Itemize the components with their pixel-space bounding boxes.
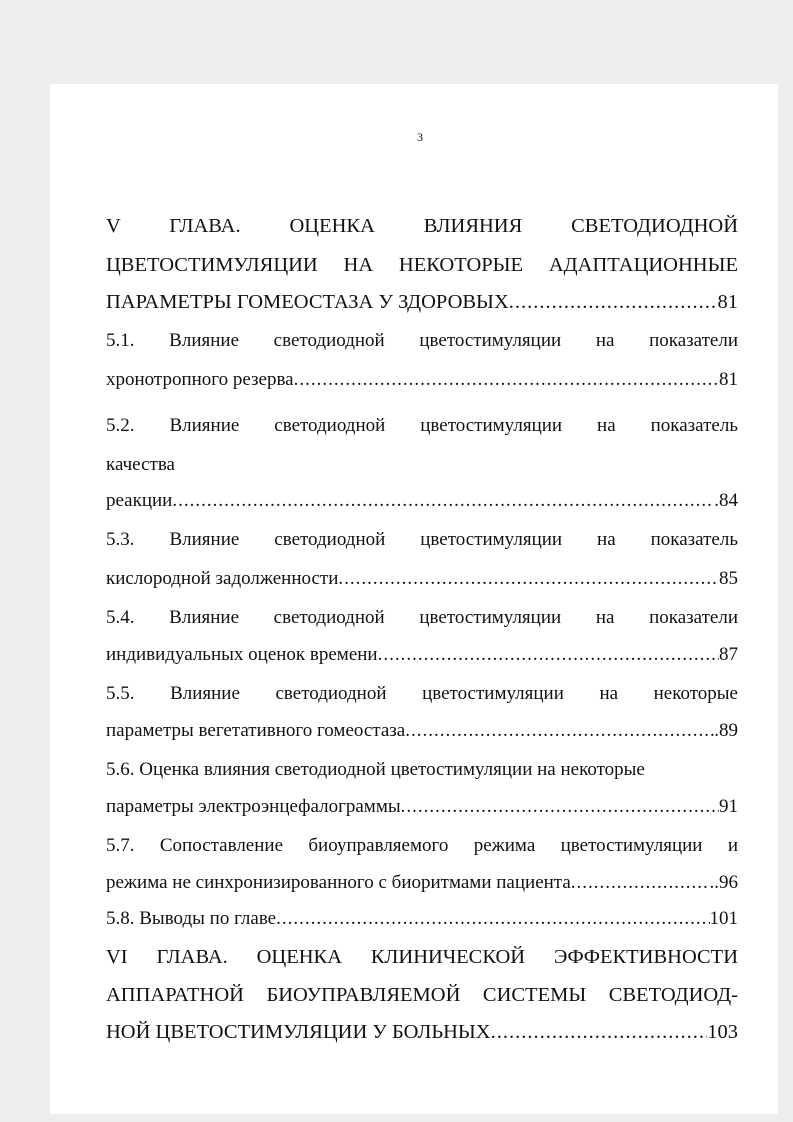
toc-entry-5-1-line-1: 5.1. Влияние светодиодной цветостимуляции на показатели <box>106 330 738 351</box>
toc-entry-title: хронотропного резерва <box>106 369 294 390</box>
toc-entry-5-5-line-1: 5.5. Влияние светодиодной цветостимуляции на некоторые <box>106 683 738 704</box>
toc-heading-chapter-6-line-2: АППАРАТНОЙ БИОУПРАВЛЯЕМОЙ СИСТЕМЫ СВЕТОДИОД- <box>106 984 738 1006</box>
toc-entry-title: индивидуальных оценок времени <box>106 644 378 665</box>
toc-page-ref: 91 <box>719 796 738 817</box>
toc-page-ref: 87 <box>719 644 738 665</box>
toc-entry-5-7[interactable] <box>106 871 738 895</box>
toc-entry-5-6-line-1: 5.6. Оценка влияния светодиодной цветостимуляции на некоторые <box>106 759 645 780</box>
toc-entry-title: реакции <box>106 490 173 511</box>
leader-dots <box>276 907 709 931</box>
leader-dots <box>172 489 714 513</box>
toc-page-ref: 103 <box>707 1021 738 1043</box>
leader-dots <box>338 567 719 591</box>
toc-entry-5-2[interactable] <box>106 489 738 513</box>
leader-dots <box>571 871 710 895</box>
toc-page-ref: 101 <box>709 908 738 929</box>
toc-page-ref: 85 <box>719 568 738 589</box>
toc-heading-chapter-5-line-2: ЦВЕТОСТИМУЛЯЦИИ НА НЕКОТОРЫЕ АДАПТАЦИОННЫЕ <box>106 254 738 276</box>
leader-dots <box>401 795 719 819</box>
page-number: 3 <box>417 130 423 144</box>
toc-entry-5-4-line-1: 5.4. Влияние светодиодной цветостимуляции на показатели <box>106 607 738 628</box>
toc-entry-5-3-line-1: 5.3. Влияние светодиодной цветостимуляции на показатель <box>106 529 738 550</box>
toc-page-ref: ..96 <box>709 872 738 893</box>
toc-page-ref: .89 <box>714 720 738 741</box>
toc-entry-5-4[interactable] <box>106 643 738 667</box>
leader-dots <box>378 643 719 667</box>
leader-dots <box>294 368 719 392</box>
toc-entry-chapter-6[interactable] <box>106 1020 738 1044</box>
toc-entry-5-6[interactable] <box>106 795 738 819</box>
toc-entry-5-2-line-2: качества <box>106 454 175 475</box>
toc-entry-5-2-line-1: 5.2. Влияние светодиодной цветостимуляции на показатель <box>106 415 738 436</box>
toc-page-ref: 81 <box>717 291 738 313</box>
toc-entry-5-8[interactable] <box>106 907 738 931</box>
toc-heading-chapter-6-line-1: VI ГЛАВА. ОЦЕНКА КЛИНИЧЕСКОЙ ЭФФЕКТИВНОСТИ <box>106 946 738 968</box>
toc-entry-title: НОЙ ЦВЕТОСТИМУЛЯЦИИ У БОЛЬНЫХ <box>106 1021 491 1043</box>
toc-entry-title: кислородной задолженности <box>106 568 339 589</box>
toc-entry-title: ПАРАМЕТРЫ ГОМЕОСТАЗА У ЗДОРОВЫХ <box>106 291 509 313</box>
toc-entry-title: режима не синхронизированного с биоритмами пациента <box>106 872 571 893</box>
toc-entry-5-5[interactable] <box>106 719 738 743</box>
toc-entry-5-7-line-1: 5.7. Сопоставление биоуправляемого режима цветостимуляции и <box>106 835 738 856</box>
toc-entry-chapter-5[interactable] <box>106 290 738 314</box>
toc-heading-chapter-5-line-1: V ГЛАВА. ОЦЕНКА ВЛИЯНИЯ СВЕТОДИОДНОЙ <box>106 215 738 237</box>
leader-dots <box>405 719 714 743</box>
toc-page-ref: 81 <box>719 369 738 390</box>
toc-entry-title: 5.8. Выводы по главе <box>106 908 277 929</box>
toc-entry-5-1[interactable] <box>106 368 738 392</box>
toc-page-ref: .84 <box>714 490 738 511</box>
toc-entry-5-3[interactable] <box>106 567 738 591</box>
leader-dots <box>491 1020 708 1044</box>
leader-dots <box>509 290 718 314</box>
toc-entry-title: параметры электроэнцефалограммы <box>106 796 401 817</box>
toc-entry-title: параметры вегетативного гомеостаза <box>106 720 406 741</box>
